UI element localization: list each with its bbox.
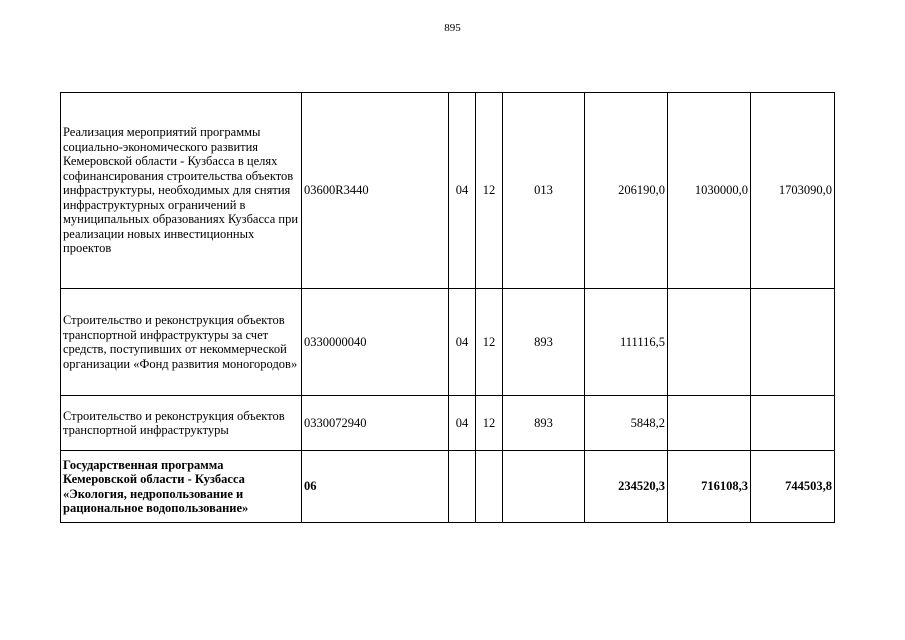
row-name-cell: Реализация мероприятий программы социально-экономического развития Кемеровской области - Кузбасса в целях софинансирования строительства объектов инфраструктуры, необходимых для снятия инфраструктурных ограничений в муниципальных образованиях Кузбасса при реализации новых инвестиционных проектов [61,93,302,289]
row-name-cell: Строительство и реконструкция объектов транспортной инфраструктуры [61,396,302,451]
expense-group-cell: 893 [503,396,585,451]
table-row [61,289,835,396]
amount-year2-cell [668,396,751,451]
amount-year2-cell [668,289,751,396]
subsection-cell: 12 [476,289,503,396]
amount-year2-cell: 716108,3 [668,451,751,523]
section-cell [449,451,476,523]
section-cell: 04 [449,289,476,396]
subsection-cell: 12 [476,93,503,289]
page-number: 895 [444,22,461,34]
budget-table [60,92,835,523]
target-article-code-cell: 03600R3440 [302,93,449,289]
amount-year3-cell [751,396,835,451]
row-name-cell: Государственная программа Кемеровской области - Кузбасса «Экология, недропользование и рациональное водопользование» [61,451,302,523]
target-article-code-cell: 06 [302,451,449,523]
expense-group-cell: 893 [503,289,585,396]
section-cell: 04 [449,93,476,289]
subsection-cell: 12 [476,396,503,451]
amount-year3-cell: 744503,8 [751,451,835,523]
row-name-cell: Строительство и реконструкция объектов транспортной инфраструктуры за счет средств, поступивших от некоммерческой организации «Фонд развития моногородов» [61,289,302,396]
section-cell: 04 [449,396,476,451]
target-article-code-cell: 0330000040 [302,289,449,396]
amount-year1-cell: 234520,3 [585,451,668,523]
table-row [61,93,835,289]
amount-year1-cell: 5848,2 [585,396,668,451]
amount-year3-cell: 1703090,0 [751,93,835,289]
table-row-program-total [61,451,835,523]
expense-group-cell: 013 [503,93,585,289]
subsection-cell [476,451,503,523]
amount-year2-cell: 1030000,0 [668,93,751,289]
amount-year3-cell [751,289,835,396]
amount-year1-cell: 111116,5 [585,289,668,396]
table-row [61,396,835,451]
expense-group-cell [503,451,585,523]
amount-year1-cell: 206190,0 [585,93,668,289]
target-article-code-cell: 0330072940 [302,396,449,451]
